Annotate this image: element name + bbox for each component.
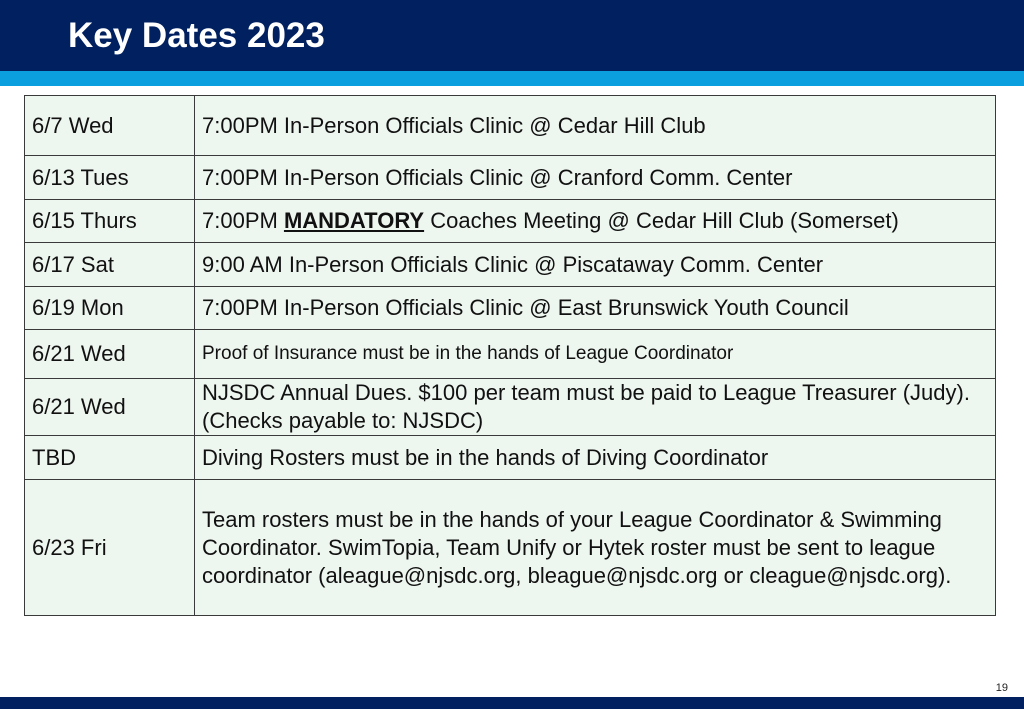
event-cell: 7:00PM In-Person Officials Clinic @ East Brunswick Youth Council — [195, 287, 996, 330]
table-row — [25, 243, 996, 287]
table-row — [25, 330, 996, 379]
date-cell: 6/15 Thurs — [25, 200, 195, 243]
mandatory-emphasis: MANDATORY — [283, 208, 425, 233]
event-cell: Proof of Insurance must be in the hands of League Coordinator — [195, 330, 996, 379]
table-row — [25, 200, 996, 243]
table-row — [25, 96, 996, 156]
table-row — [25, 480, 996, 616]
event-cell — [195, 200, 996, 243]
key-dates-table — [24, 95, 996, 616]
event-cell: NJSDC Annual Dues. $100 per team must be paid to League Treasurer (Judy). (Checks payable to: NJSDC) — [195, 379, 996, 436]
event-cell: Diving Rosters must be in the hands of Diving Coordinator — [195, 436, 996, 480]
table-row — [25, 436, 996, 480]
header-accent-stripe — [0, 71, 1024, 86]
event-cell: 7:00PM In-Person Officials Clinic @ Cranford Comm. Center — [195, 156, 996, 200]
date-cell: 6/19 Mon — [25, 287, 195, 330]
date-cell: 6/17 Sat — [25, 243, 195, 287]
event-prefix: 7:00PM — [202, 208, 284, 233]
page-number: 19 — [995, 682, 1008, 694]
slide-title: Key Dates 2023 — [68, 16, 325, 55]
event-cell: 7:00PM In-Person Officials Clinic @ Cedar Hill Club — [195, 96, 996, 156]
event-cell: 9:00 AM In-Person Officials Clinic @ Piscataway Comm. Center — [195, 243, 996, 287]
table-row — [25, 156, 996, 200]
date-cell: 6/21 Wed — [25, 379, 195, 436]
footer-bar — [0, 697, 1024, 709]
date-cell: 6/7 Wed — [25, 96, 195, 156]
date-cell: TBD — [25, 436, 195, 480]
event-cell: Team rosters must be in the hands of your League Coordinator & Swimming Coordinator. SwimTopia, Team Unify or Hytek roster must be sent to league coordinator (aleague@njsdc.org, bleague@njsdc.org or cleague@njsdc.org). — [195, 480, 996, 616]
table-row — [25, 287, 996, 330]
date-cell: 6/13 Tues — [25, 156, 195, 200]
date-cell: 6/23 Fri — [25, 480, 195, 616]
date-cell: 6/21 Wed — [25, 330, 195, 379]
event-suffix: Coaches Meeting @ Cedar Hill Club (Somerset) — [424, 208, 899, 233]
table-row — [25, 379, 996, 436]
